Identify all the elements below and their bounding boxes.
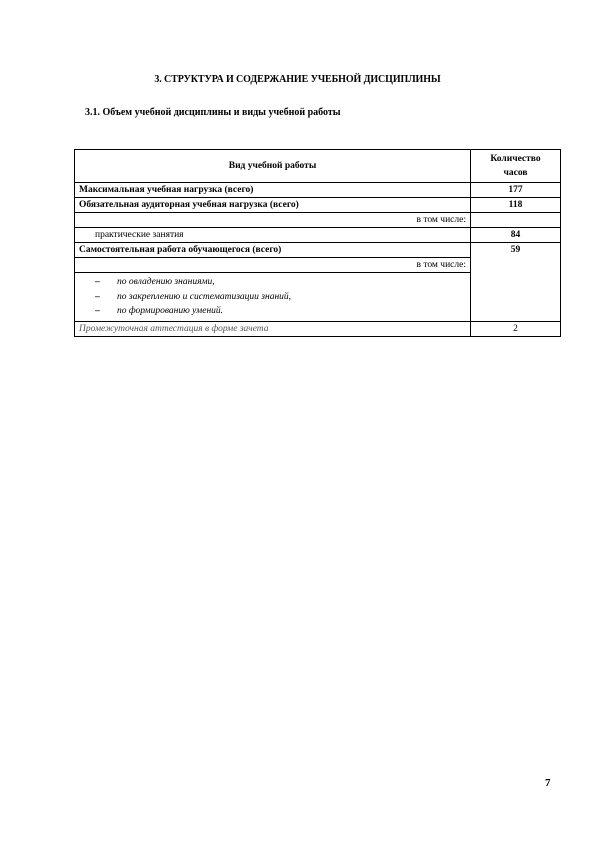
attestation-value: 2 [471,321,561,336]
list-item: – по формированию умений. [95,304,466,319]
including-label-1: в том числе: [75,213,471,228]
independent-label: Самостоятельная работа обучающегося (всего) [75,243,471,258]
max-load-label: Максимальная учебная нагрузка (всего) [75,183,471,198]
header-hours-line1: Количество [490,154,541,164]
independent-items-list [79,273,466,321]
table-row-practical [75,228,561,243]
independent-items-cell [75,273,471,322]
including-value-1 [471,213,561,228]
mandatory-load-value: 118 [471,198,561,213]
table-header-row [75,150,561,183]
table-row-attestation [75,321,561,336]
including-label-2: в том числе: [75,258,471,273]
header-hours [471,150,561,183]
dash-icon: – [95,277,100,287]
list-item: – по закреплению и систематизации знаний, [95,290,466,305]
dash-icon: – [95,291,100,302]
subsection-title: 3.1. Объем учебной дисциплины и виды учебной работы [85,107,341,118]
max-load-value: 177 [471,183,561,198]
practical-label: практические занятия [75,228,471,243]
practical-value: 84 [471,228,561,243]
header-work-type: Вид учебной работы [75,150,471,183]
dash-icon: – [95,306,100,316]
section-title: 3. СТРУКТУРА И СОДЕРЖАНИЕ УЧЕБНОЙ ДИСЦИПЛИНЫ [154,74,441,85]
table-row-independent [75,243,561,258]
table-row-max-load [75,183,561,198]
page-number: 7 [545,777,551,789]
list-item: – по овладению знаниями, [95,275,466,290]
study-hours-table [74,149,561,337]
table-row-including-1 [75,213,561,228]
mandatory-load-label: Обязательная аудиторная учебная нагрузка (всего) [75,198,471,213]
independent-value: 59 [471,243,561,322]
attestation-label: Промежуточная аттестация в форме зачета [75,321,471,336]
table-row-mandatory-load [75,198,561,213]
header-hours-line2: часов [503,168,528,178]
